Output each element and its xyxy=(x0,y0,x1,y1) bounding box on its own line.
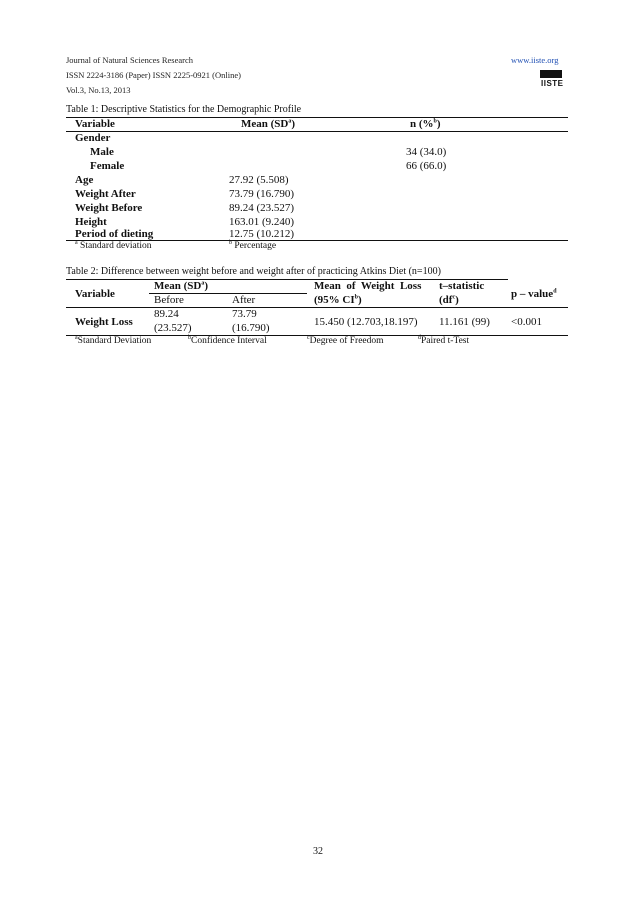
table2-header-loss-ci: (95% $CI^b$) xyxy=(314,294,362,306)
table1-header-variable: Variable xyxy=(75,118,115,130)
table1-row-n: 66 (66.0) xyxy=(406,160,447,172)
table1-row-label: Period of dieting xyxy=(75,228,154,240)
table1-row-mean: 27.92 (5.508) xyxy=(229,174,289,186)
table2-footnote-d: $^d$Paired t-Test xyxy=(418,334,470,346)
table1-header-mean: Mean $(SD^a)$ xyxy=(241,118,296,130)
iiste-logo xyxy=(540,70,562,87)
table1-footnote-b: $^b$ Percentage xyxy=(229,239,277,251)
issn-line: ISSN 2224-3186 (Paper) ISSN 2225-0921 (Online) xyxy=(66,70,241,80)
table1-header-rule xyxy=(66,131,568,132)
table2-header-df: $(df^c)$ xyxy=(439,294,459,306)
table1-row-mean: 12.75 (10.212) xyxy=(229,228,295,240)
table2-before-sd: (23.527) xyxy=(154,322,192,334)
website-link[interactable]: www.iiste.org xyxy=(511,55,559,65)
table2-header-loss: Mean of Weight Loss xyxy=(314,280,422,292)
table2-p-value: <0.001 xyxy=(511,316,542,328)
table1-row-mean: 73.79 (16.790) xyxy=(229,188,295,200)
table2-footnote-b: $^b$Confidence Interval xyxy=(188,334,267,346)
page-number: 32 xyxy=(313,846,323,857)
table1-row-label: Male xyxy=(90,146,114,158)
logo-text: IISTE xyxy=(541,79,564,88)
table2-after-value: 73.79 xyxy=(232,308,257,320)
journal-name: Journal of Natural Sciences Research xyxy=(66,55,193,65)
table2-row-label: Weight Loss xyxy=(75,316,133,328)
table1-row-label: Height xyxy=(75,216,107,228)
table2-caption: Table 2: Difference between weight before and weight after of practicing Atkins Diet (n=100) xyxy=(66,266,441,277)
table2-t-value: 11.161 (99) xyxy=(439,316,490,328)
table2-header-p: p – value$^d$ xyxy=(511,288,557,300)
volume-line: Vol.3, No.13, 2013 xyxy=(66,85,131,95)
table2-header-rule xyxy=(66,307,568,308)
table2-header-t: t–statistic xyxy=(439,280,485,292)
table1-row-n: 34 (34.0) xyxy=(406,146,447,158)
table1-row-mean: 89.24 (23.527) xyxy=(229,202,295,214)
table2-header-before: Before xyxy=(154,294,184,306)
table2-header-after: After xyxy=(232,294,256,306)
table2-before-value: 89.24 xyxy=(154,308,179,320)
table1-row-mean: 163.01 (9.240) xyxy=(229,216,295,228)
table2-after-sd: (16.790) xyxy=(232,322,270,334)
table1-header-n: n (%$^b$) xyxy=(410,118,441,130)
table2-header-variable: Variable xyxy=(75,288,115,300)
table1-row-label: Gender xyxy=(75,132,111,144)
table2-header-mean: Mean $(SD^a)$ xyxy=(154,280,209,292)
table1-row-label: Weight After xyxy=(75,188,136,200)
table2-footnote-c: $^c$Degree of Freedom xyxy=(307,334,384,346)
table1-row-label: Female xyxy=(90,160,125,172)
table1-row-label: Weight Before xyxy=(75,202,143,214)
table1-footnote-a: $^a$ Standard deviation xyxy=(75,239,152,251)
table2-loss-value: 15.450 (12.703,18.197) xyxy=(314,316,418,328)
table1-row-label: Age xyxy=(75,174,94,186)
table2-footnote-a: $^a$Standard Deviation xyxy=(75,334,152,346)
table1-top-rule xyxy=(66,117,568,118)
table1-caption: Table 1: Descriptive Statistics for the Demographic Profile xyxy=(66,104,302,115)
